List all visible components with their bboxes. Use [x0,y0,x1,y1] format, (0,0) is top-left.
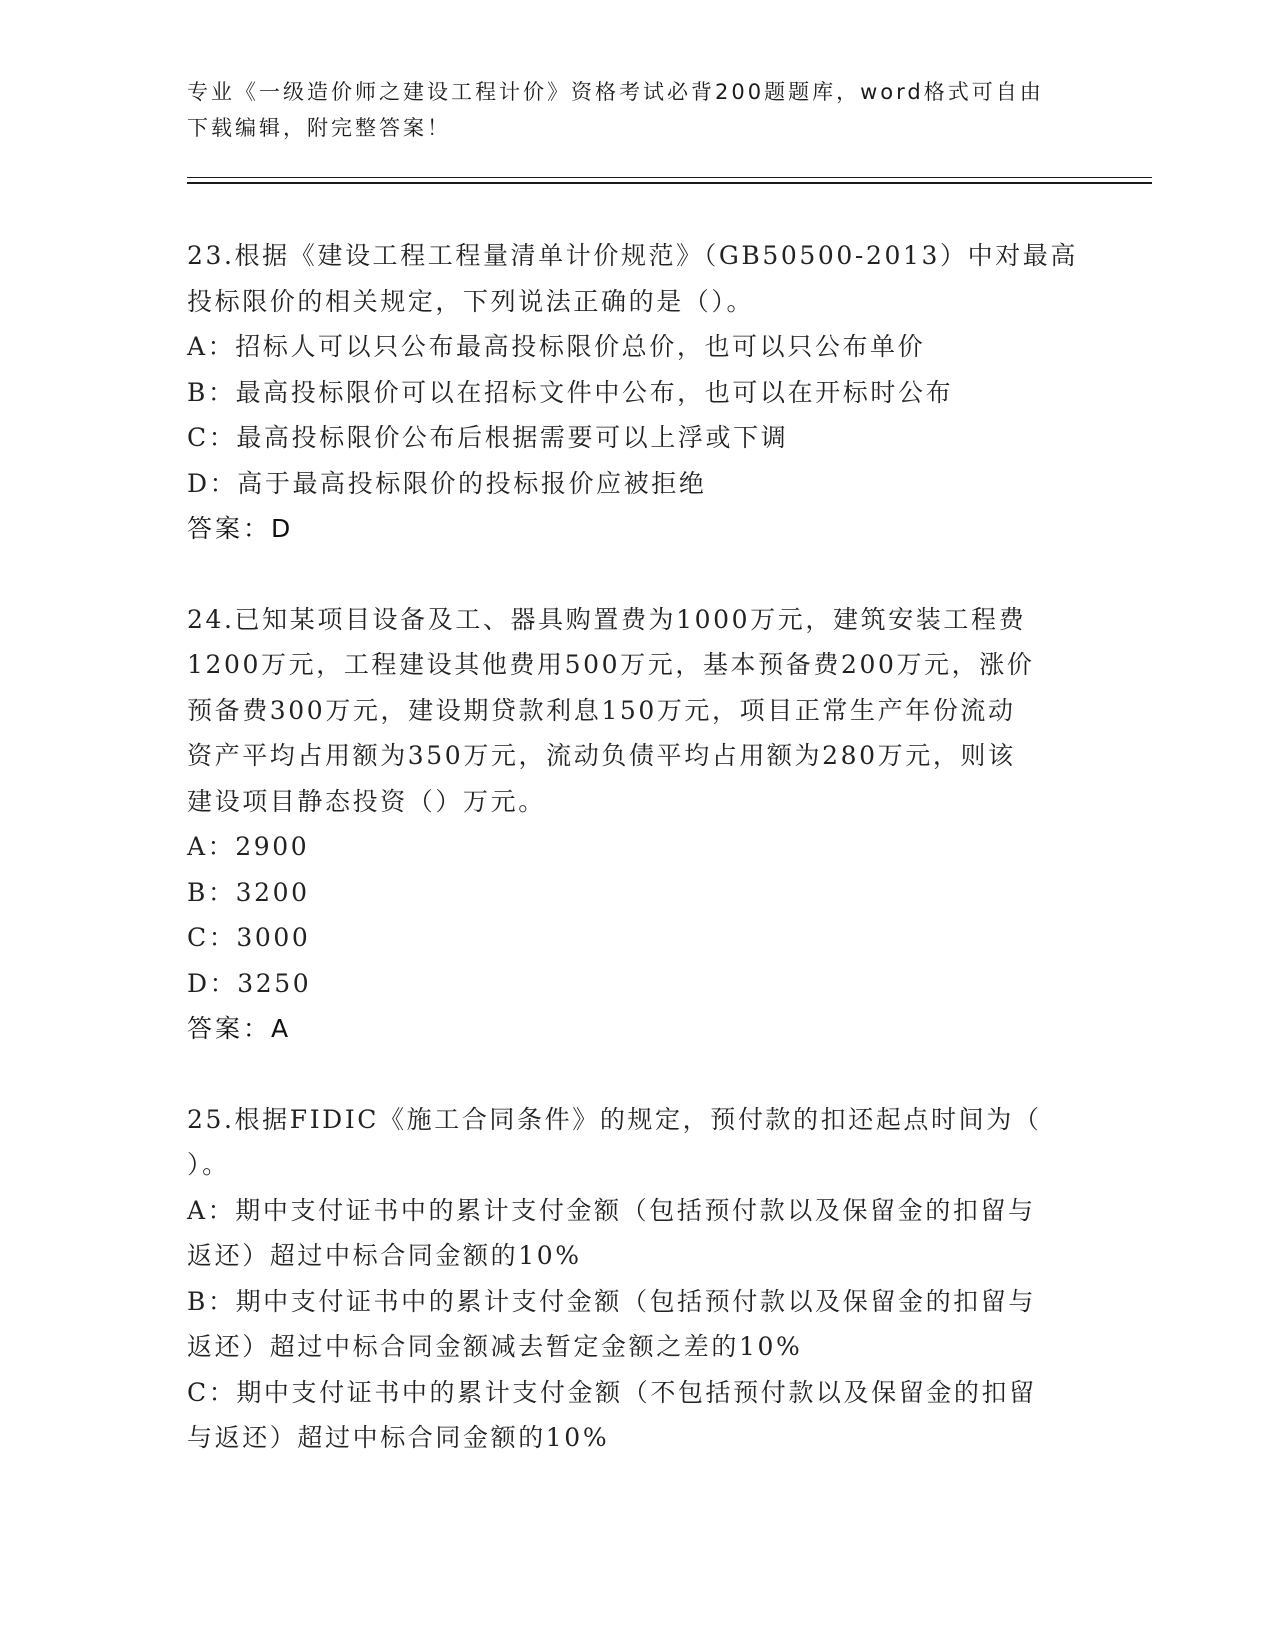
option-b: B：最高投标限价可以在招标文件中公布，也可以在开标时公布 [187,377,954,407]
header-line-2: 下载编辑，附完整答案！ [187,116,451,140]
question-stem-line: 23.根据《建设工程工程量清单计价规范》（GB50500-2013）中对最高 [187,241,1079,270]
option-b: B：3200 [187,877,310,907]
option-c: C：最高投标限价公布后根据需要可以上浮或下调 [187,423,789,452]
option-b-continued: 返还）超过中标合同金额减去暂定金额之差的10% [187,1332,803,1361]
option-c: C：期中支付证书中的累计支付金额（不包括预付款以及保留金的扣留 [187,1377,1037,1407]
question-stem-line: ）。 [187,1150,230,1179]
option-a: A：招标人可以只公布最高投标限价总价，也可以只公布单价 [187,332,926,361]
answer-label: 答案：D [187,514,294,543]
option-a-continued: 返还）超过中标合同金额的10% [187,1241,582,1270]
option-d: D：3250 [187,968,312,998]
option-d: D：高于最高投标限价的投标报价应被拒绝 [187,468,707,498]
option-c-continued: 与返还）超过中标合同金额的10% [187,1423,610,1452]
question-stem-line: 建设项目静态投资（）万元。 [187,786,546,816]
question-list [187,233,1079,1461]
question-spacer [187,552,1067,597]
header-divider-thick [187,182,1152,184]
question-25 [187,1097,1067,1461]
question-stem-line: 1200万元，工程建设其他费用500万元，基本预备费200万元，涨价 [187,650,1035,679]
question-stem-line: 24.已知某项目设备及工、器具购置费为1000万元，建筑安装工程费 [187,604,1027,634]
question-23 [187,233,1079,552]
document-header [187,74,1067,146]
option-a: A：2900 [187,832,310,861]
header-line-1: 专业《一级造价师之建设工程计价》资格考试必背200题题库，word格式可自由 [187,80,1044,104]
question-stem-line: 投标限价的相关规定，下列说法正确的是（）。 [187,286,755,316]
question-24 [187,597,1067,1052]
header-divider-thin [187,177,1152,178]
option-b: B：期中支付证书中的累计支付金额（包括预付款以及保留金的扣留与 [187,1286,1036,1316]
answer-label: 答案：A [187,1014,292,1043]
question-stem-line: 预备费300万元，建设期贷款利息150万元，项目正常生产年份流动 [187,695,1016,725]
option-c: C：3000 [187,923,311,952]
option-a: A：期中支付证书中的累计支付金额（包括预付款以及保留金的扣留与 [187,1195,1036,1225]
question-spacer [187,1052,1067,1097]
question-stem-line: 资产平均占用额为350万元，流动负债平均占用额为280万元，则该 [187,741,1016,770]
question-stem-line: 25.根据FIDIC《施工合同条件》的规定，预付款的扣还起点时间为（ [187,1104,1042,1134]
